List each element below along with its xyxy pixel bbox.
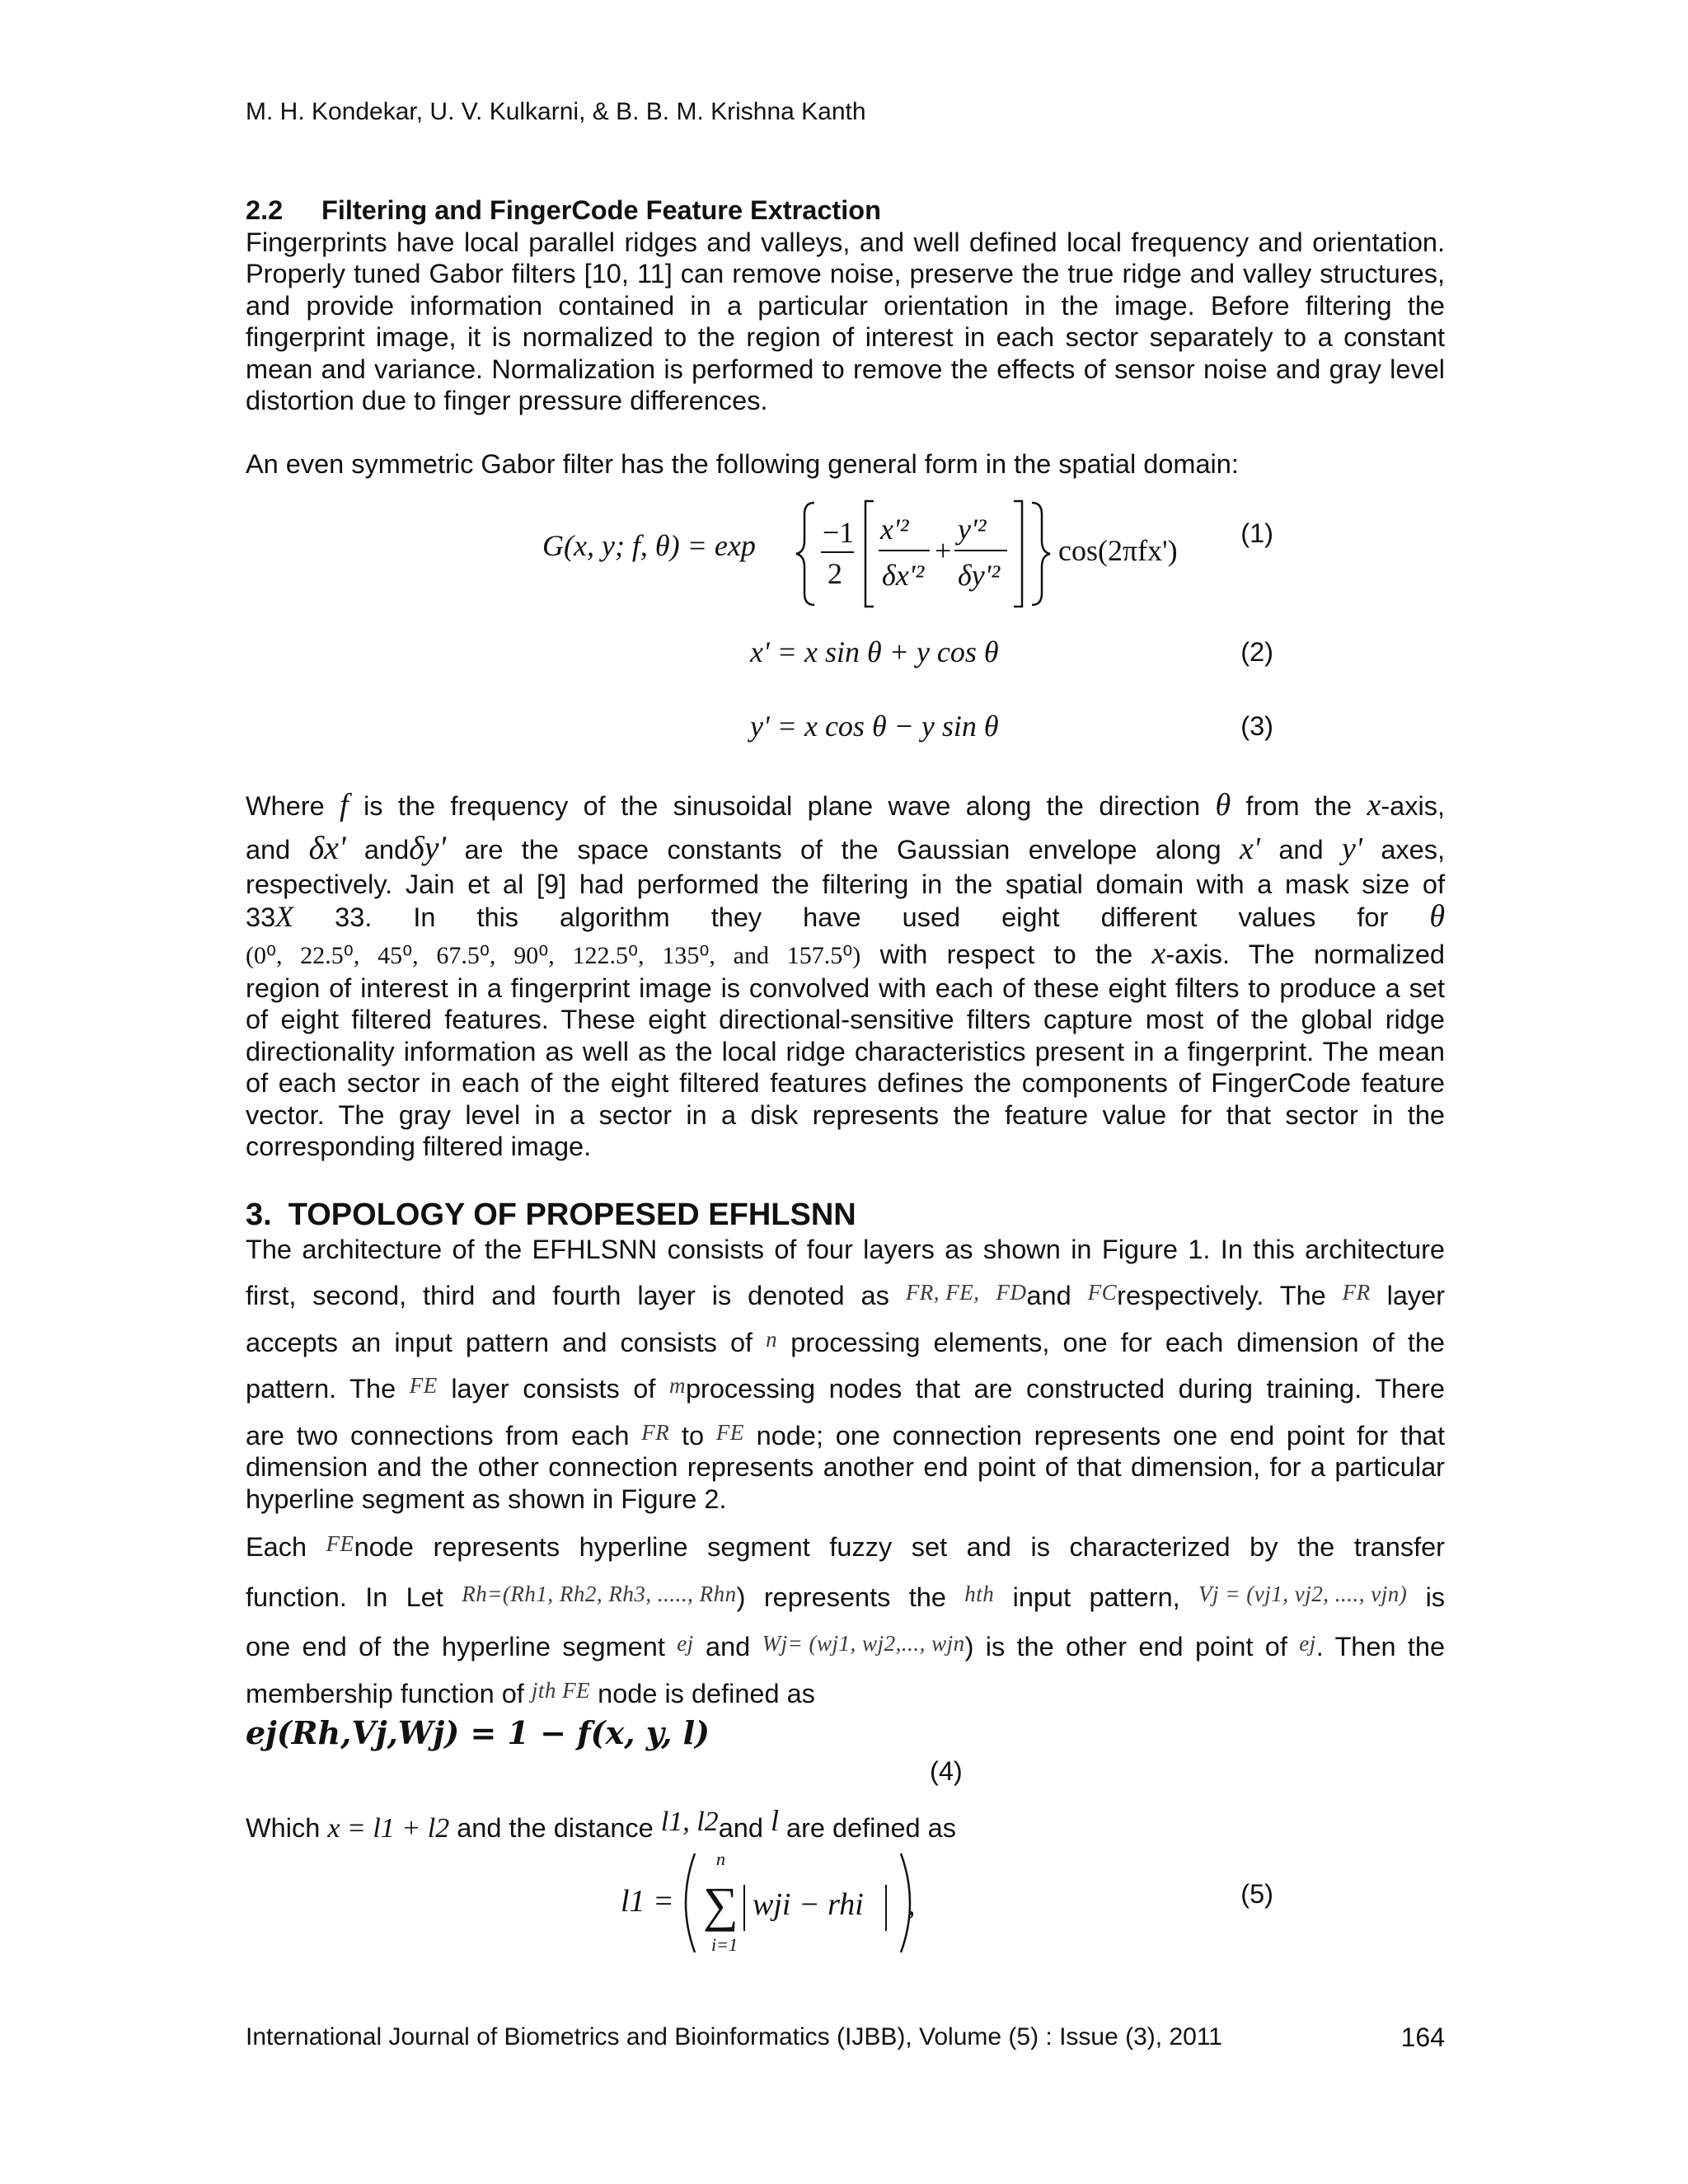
eq1-frac-num: −1: [823, 516, 855, 549]
equation-number-1: (1): [1240, 518, 1273, 548]
equation-4: [246, 1714, 1445, 1805]
eq5-sigma: ∑: [703, 1877, 738, 1932]
eq3-expression: y' = x cos θ − y sin θ: [750, 710, 999, 743]
topology-paragraph-end: dimension and the other connection represents another end point of that dimension, for a particular hyperline segment as shown in Figure 2.: [246, 1452, 1445, 1514]
symbol-fr: FR: [641, 1419, 670, 1445]
symbol-ej: ej: [677, 1631, 694, 1656]
eq5-sum-bot: i=1: [711, 1933, 738, 1955]
symbol-fc: FC: [1087, 1280, 1118, 1305]
subsection-title: Filtering and FingerCode Feature Extraction: [321, 195, 881, 225]
membership-line-3: one end of the hyperline segment ej and Wj= (wj1, wj2,..., wjn) is the other end point of ej. Then the: [246, 1628, 1445, 1663]
footer-journal: International Journal of Biometrics and Bioinformatics (IJBB), Volume (5) : Issue (3), 2011: [246, 2023, 1222, 2050]
symbol-hth: hth: [964, 1581, 995, 1606]
topology-line-4: pattern. The FE layer consists of mprocessing nodes that are constructed during training. There: [246, 1370, 1445, 1405]
section-heading-3: [246, 1196, 1445, 1234]
subsection-number: 2.2: [246, 195, 284, 225]
equation-5-graphic: [621, 1845, 1198, 1961]
symbol-n: n: [766, 1326, 778, 1352]
symbol-rh: Rh=(: [462, 1581, 511, 1606]
which-line: Which x = l1 + l2 and the distance l1, l2and l are defined as: [246, 1804, 956, 1844]
symbol-wj: Wj= (wj1, wj2,..., wjn: [762, 1631, 965, 1656]
where-line-4: 33X 33. In this algorithm they have used eight different values for θ: [246, 898, 1446, 934]
topology-line-2: first, second, third and fourth layer is denoted as FR, FE, FDand FCrespectively. The FR layer: [246, 1277, 1445, 1312]
equation-2: [246, 636, 1445, 710]
topology-line-1: The architecture of the EFHLSNN consists of four layers as shown in Figure 1. In this architecture: [246, 1234, 1445, 1264]
page-number: 164: [1400, 2022, 1445, 2052]
subsection-heading-2-2: [246, 194, 1445, 227]
membership-line-2: function. In Let Rh=(Rh1, Rh2, Rh3, ....., Rhn) represents the hth input pattern, Vj = (vj1, vj2, ...., vjn) is: [246, 1578, 1445, 1614]
eq5-body: wji − rhi: [753, 1886, 864, 1922]
eq1-tail: cos(2πfx'): [1058, 534, 1178, 567]
equation-3: [246, 710, 1445, 785]
where-line-2: and δx' andδy' are the space constants of the Gaussian envelope along x' and y' axes,: [246, 828, 1446, 866]
eq1-lhs: G(x, y; f, θ) = exp: [542, 529, 756, 562]
eq1-x-term: x'²: [880, 513, 909, 546]
eq1-dx: δx'²: [882, 559, 925, 592]
where-line-3: respectively. Jain et al [9] had performed the filtering in the spatial domain with a mask size of: [246, 869, 1445, 899]
symbol-vj: Vj = (vj1, vj2, ...., vjn): [1198, 1581, 1408, 1606]
eq5-comma: ,: [907, 1886, 916, 1922]
equation-1: [246, 491, 1445, 615]
symbol-rh-components: Rh1, Rh2, Rh3, ....., Rhn: [510, 1581, 737, 1606]
eq4-expression: ej(Rh,Vj,Wj) = 1 − f(x, y, l): [246, 1714, 710, 1751]
symbol-jth-fe: jth FE: [531, 1677, 591, 1703]
page-footer: [246, 2021, 1445, 2054]
membership-line-4: membership function of jth FE node is defined as: [246, 1675, 1445, 1710]
eq5-sum-top: n: [716, 1848, 725, 1869]
eq5-lhs: l1 =: [621, 1883, 674, 1919]
equation-number-2: (2): [1240, 637, 1273, 667]
page-body: [246, 194, 1445, 1961]
eq1-plus: +: [935, 534, 952, 567]
running-header: M. H. Kondekar, U. V. Kulkarni, & B. B. M. Krishna Kanth: [246, 98, 866, 125]
equation-number-3: (3): [1240, 711, 1273, 741]
equation-number-5: (5): [1240, 1878, 1273, 1909]
section-number: 3.: [246, 1197, 272, 1232]
topology-line-5: are two connections from each FR to FE node; one connection represents one end point for that: [246, 1417, 1445, 1452]
where-line-5: (0⁰, 22.5⁰, 45⁰, 67.5⁰, 90⁰, 122.5⁰, 135⁰, and 157.5⁰) with respect to the x-axis. The normalized: [246, 936, 1445, 971]
paragraph-fingerprints: Fingerprints have local parallel ridges and valleys, and well defined local frequency and orientation. Properly tuned Gabor filters [10, 11] can remove noise, preserve the true ridge and valley structures, and provide information contained in a particular orientation in the image. Before filtering the fingerprint image, it is normalized to the region of interest in each sector separately to a constant mean and variance. Normalization is performed to remove the effects of sensor noise and gray level distortion due to finger pressure differences.: [246, 227, 1445, 415]
eq1-y-term: y'²: [958, 513, 987, 546]
symbol-fe: FE: [409, 1373, 438, 1398]
symbol-ej: ej: [1299, 1631, 1316, 1656]
symbol-fr: FR: [1342, 1280, 1371, 1305]
equation-1-graphic: [542, 491, 1284, 615]
eq1-frac-den: 2: [828, 557, 842, 590]
symbol-fr-fe: FR, FE,: [905, 1280, 980, 1305]
paragraph-filter-description: region of interest in a fingerprint image is convolved with each of these eight filters to produce a set of eight filtered features. These eight directional-sensitive filters capture most of the global ridge directionality information as well as the local ridge characteristics present in a fingerprint. The mean of each sector in each of the eight filtered features defines the components of FingerCode feature vector. The gray level in a sector in a disk represents the feature value for that sector in the corresponding filtered image.: [246, 972, 1445, 1161]
equation-5: [246, 1845, 1445, 1961]
topology-line-3: accepts an input pattern and consists of n processing elements, one for each dimension of the: [246, 1324, 1445, 1359]
symbol-fd: FD: [996, 1280, 1027, 1305]
paragraph-gabor-intro: An even symmetric Gabor filter has the following general form in the spatial domain:: [246, 448, 1239, 479]
membership-line-1: Each FEnode represents hyperline segment fuzzy set and is characterized by the transfer: [246, 1528, 1445, 1563]
eq2-expression: x' = x sin θ + y cos θ: [750, 635, 999, 668]
eq1-dy: δy'²: [958, 559, 1001, 592]
where-line-1: Where f is the frequency of the sinusoidal plane wave along the direction θ from the x-axis,: [246, 788, 1446, 823]
section-title: TOPOLOGY OF PROPESED EFHLSNN: [288, 1197, 856, 1232]
equation-number-4: (4): [930, 1756, 963, 1786]
symbol-fe: FE: [715, 1419, 744, 1445]
symbol-fe: FE: [326, 1531, 354, 1556]
symbol-m: m: [668, 1373, 686, 1398]
